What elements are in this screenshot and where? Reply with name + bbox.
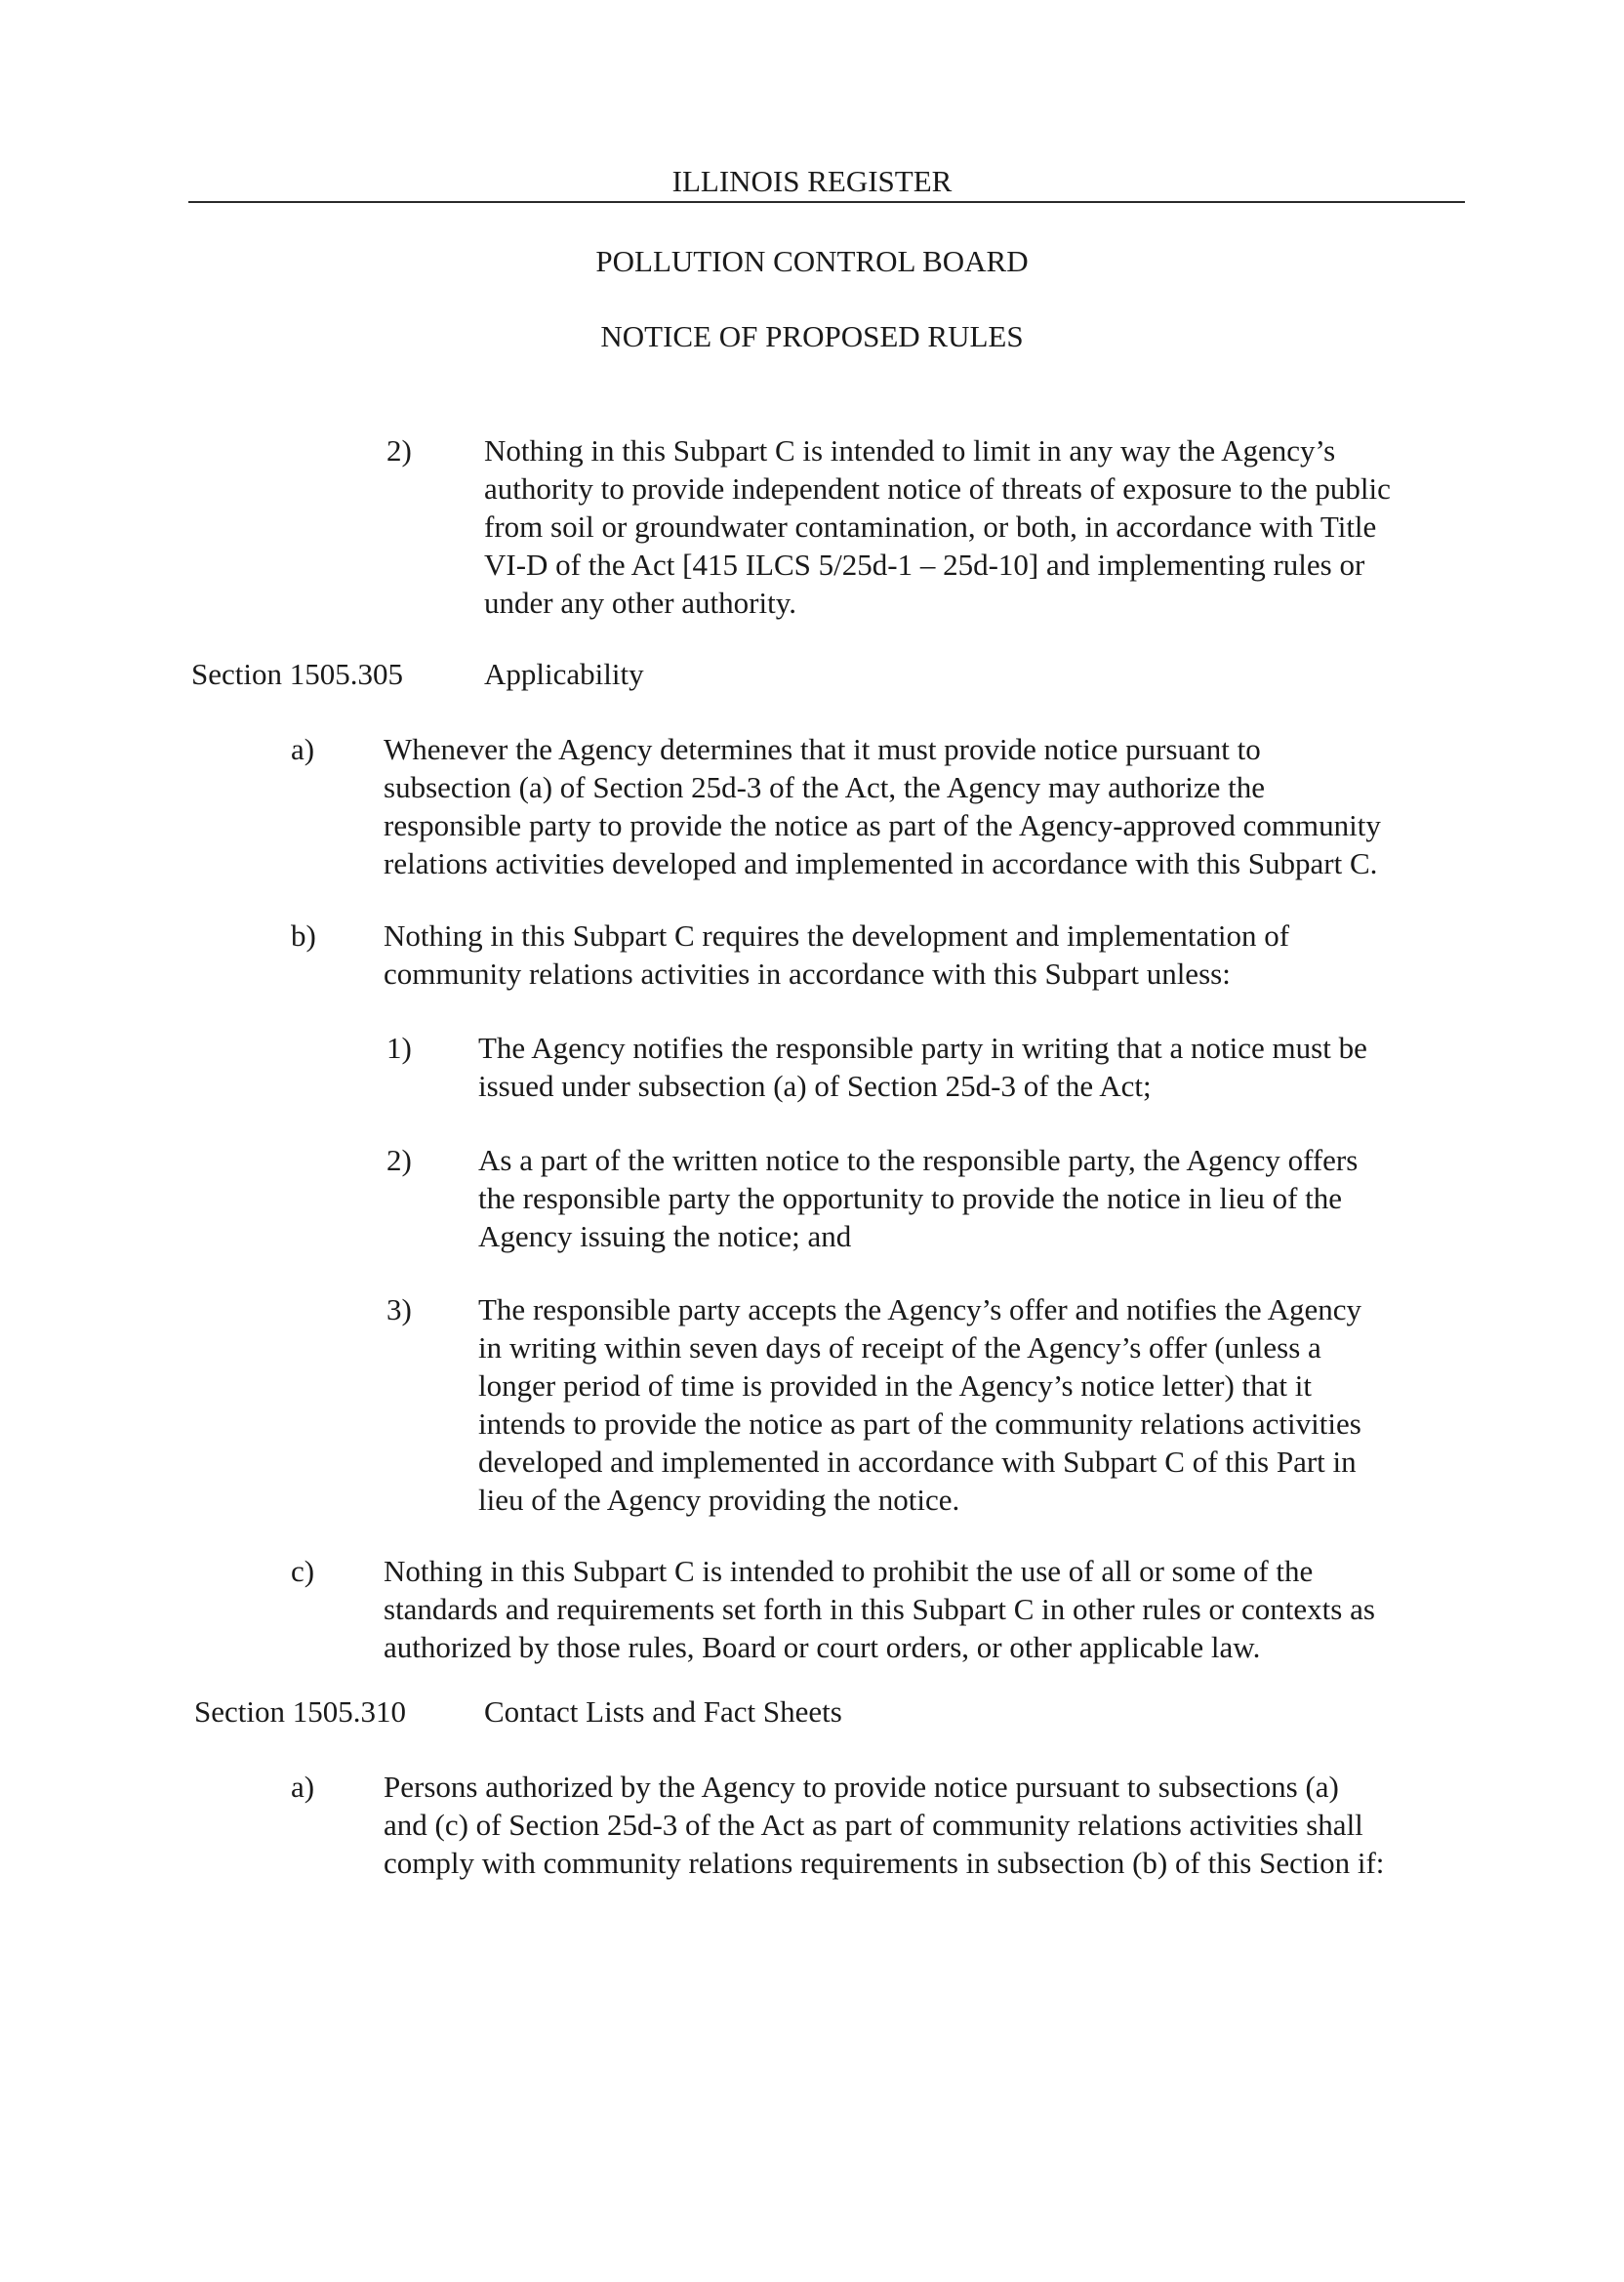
text-line: authority to provide independent notice of threats of exposure to the public: [484, 471, 1391, 506]
section-305-b-2-marker: 2): [386, 1143, 412, 1177]
section-305-b-3-text: [478, 1290, 1361, 1519]
text-line: Nothing in this Subpart C is intended to prohibit the use of all or some of the: [384, 1554, 1314, 1588]
text-line: Nothing in this Subpart C requires the development and implementation of: [384, 918, 1290, 953]
section-305-b-marker: b): [291, 918, 316, 953]
section-305-a-marker: a): [291, 732, 315, 766]
section-305-title: Applicability: [484, 657, 644, 691]
section-310-a-text: [384, 1768, 1384, 1882]
text-line: responsible party to provide the notice as part of the Agency-approved community: [384, 808, 1381, 842]
section-305-b-1-text: [478, 1029, 1367, 1105]
section-305-b-3-marker: 3): [386, 1292, 412, 1326]
text-line: relations activities developed and implemented in accordance with this Subpart C.: [384, 846, 1378, 880]
text-line: Agency issuing the notice; and: [478, 1219, 852, 1253]
notice-title: NOTICE OF PROPOSED RULES: [600, 319, 1024, 353]
text-line: and (c) of Section 25d-3 of the Act as part of community relations activities shall: [384, 1808, 1363, 1842]
text-line: VI-D of the Act [415 ILCS 5/25d-1 – 25d-10] and implementing rules or: [484, 548, 1365, 582]
text-line: in writing within seven days of receipt of the Agency’s offer (unless a: [478, 1330, 1321, 1365]
section-310-a-marker: a): [291, 1770, 315, 1804]
intro-item-text: [484, 431, 1391, 622]
intro-item-marker: 2): [386, 433, 412, 468]
text-line: Whenever the Agency determines that it must provide notice pursuant to: [384, 732, 1261, 766]
section-310-title: Contact Lists and Fact Sheets: [484, 1694, 842, 1729]
section-305-b-text: [384, 917, 1289, 993]
text-line: intends to provide the notice as part of the community relations activities: [478, 1406, 1361, 1441]
text-line: comply with community relations requirements in subsection (b) of this Section if:: [384, 1846, 1385, 1880]
text-line: subsection (a) of Section 25d-3 of the Act, the Agency may authorize the: [384, 770, 1266, 804]
text-line: longer period of time is provided in the Agency’s notice letter) that it: [478, 1368, 1312, 1403]
section-305-b-1-marker: 1): [386, 1031, 412, 1065]
text-line: community relations activities in accordance with this Subpart unless:: [384, 957, 1231, 991]
text-line: under any other authority.: [484, 586, 796, 620]
text-line: The Agency notifies the responsible party in writing that a notice must be: [478, 1031, 1367, 1065]
text-line: from soil or groundwater contamination, or both, in accordance with Title: [484, 509, 1377, 544]
text-line: The responsible party accepts the Agency’s offer and notifies the Agency: [478, 1292, 1362, 1326]
text-line: authorized by those rules, Board or court orders, or other applicable law.: [384, 1630, 1261, 1664]
board-title: POLLUTION CONTROL BOARD: [595, 244, 1029, 278]
section-305-c-text: [384, 1552, 1375, 1666]
text-line: Persons authorized by the Agency to provide notice pursuant to subsections (a): [384, 1770, 1339, 1804]
section-305-c-marker: c): [291, 1554, 315, 1588]
text-line: Nothing in this Subpart C is intended to limit in any way the Agency’s: [484, 433, 1336, 468]
section-305-a-text: [384, 730, 1381, 882]
text-line: standards and requirements set forth in this Subpart C in other rules or contexts as: [384, 1592, 1375, 1626]
section-305-number: Section 1505.305: [191, 657, 403, 691]
header-rule: [188, 201, 1465, 203]
section-310-number: Section 1505.310: [194, 1694, 406, 1729]
text-line: As a part of the written notice to the responsible party, the Agency offers: [478, 1143, 1359, 1177]
text-line: the responsible party the opportunity to provide the notice in lieu of the: [478, 1181, 1343, 1215]
text-line: developed and implemented in accordance with Subpart C of this Part in: [478, 1445, 1357, 1479]
text-line: issued under subsection (a) of Section 25d-3 of the Act;: [478, 1069, 1152, 1103]
text-line: lieu of the Agency providing the notice.: [478, 1483, 960, 1517]
register-title: ILLINOIS REGISTER: [671, 164, 953, 198]
section-305-b-2-text: [478, 1141, 1358, 1255]
